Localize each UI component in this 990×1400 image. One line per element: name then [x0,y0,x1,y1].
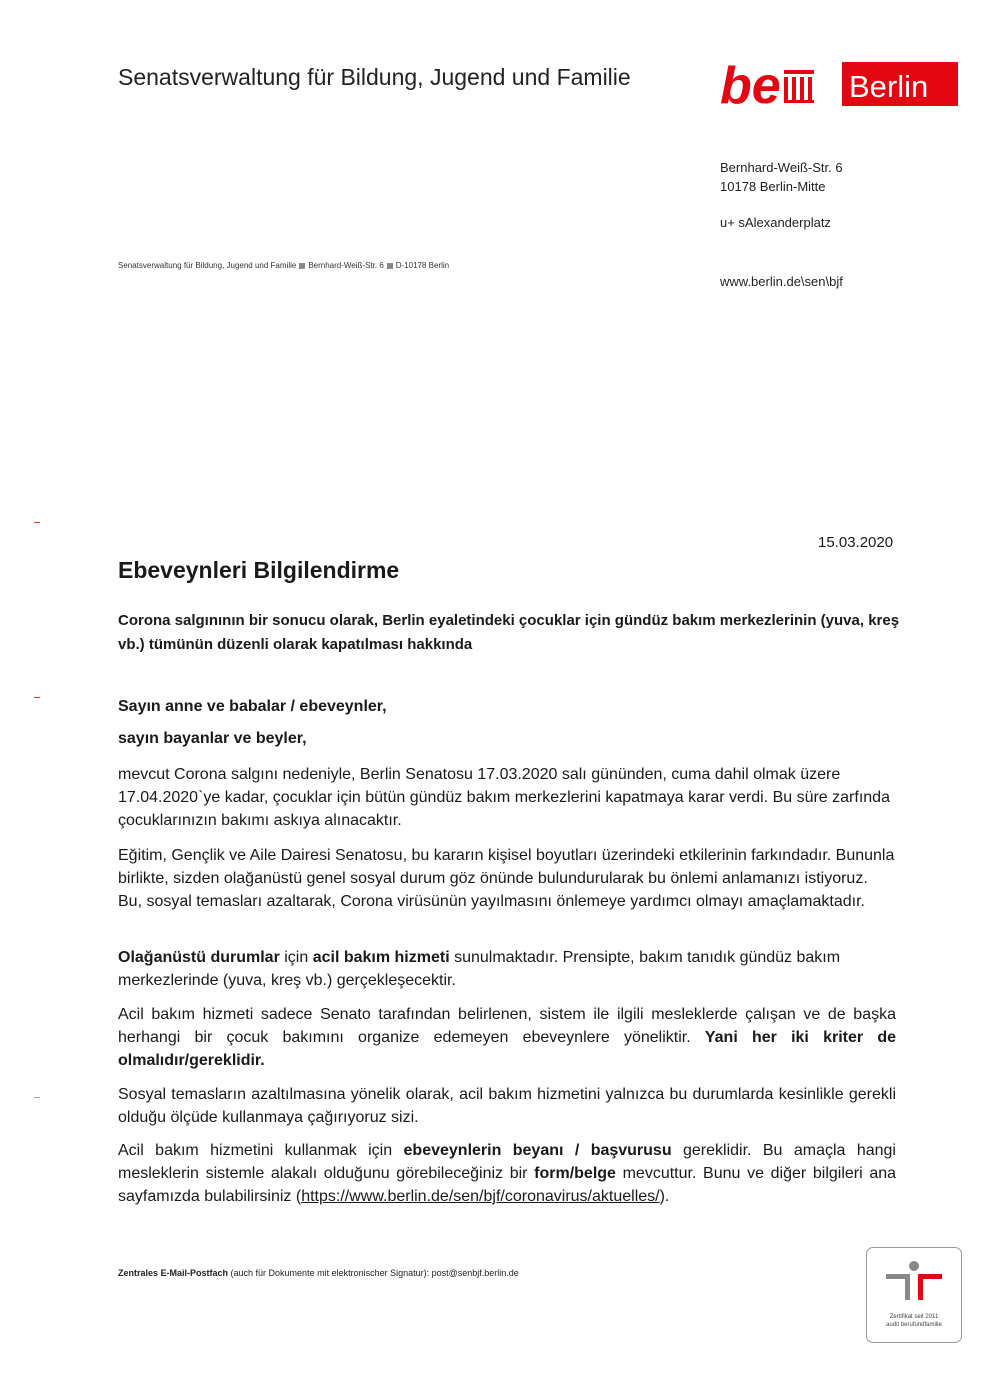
sender-line [118,261,449,270]
fold-mark [34,522,40,523]
text: ). [659,1188,670,1205]
letter-date: 15.03.2020 [818,534,894,551]
logo-city-text: Berlin [849,69,929,104]
certificate-name: audit berufundfamilie [886,1322,942,1328]
email-text: (auch für Dokumente mit elektronischer Signatur): post@senbjf.berlin.de [228,1268,519,1278]
email-label: Zentrales E-Mail-Postfach [118,1268,229,1278]
text: gereklidir. Bu amaçla hangi mesleklerin sistemle alakalı olduğunu görebileceğiniz bir [118,1142,896,1182]
certificate-year: Zertifikat seit 2011 [889,1314,939,1320]
text: sunulmaktadır. Prensipte, bakım tanıdık gündüz bakım merkezlerinde (yuva, kreş vb.) gerçekleşecektir. [118,949,841,989]
sender-part: D-10178 Berlin [395,261,450,270]
sender-part: Bernhard-Weiß-Str. 6 [308,261,384,270]
paragraph-understanding: Eğitim, Gençlik ve Aile Dairesi Senatosu, bu kararın kişisel boyutları üzerindeki etkilerinin farkındadır. Bununla birlikte, sizden olağanüstü genel sosyal durum göz önünde bulundurularak bu önlemi anlamanızı istiyoruz. Bu, sosyal temasları azaltarak, Corona virüsünün yayılmasını önlemeye yardımcı olmayı amaçlamaktadır. [118,847,895,910]
separator-square [299,263,305,269]
website-link[interactable]: www.berlin.de\sen\bjf [720,274,843,289]
sender-part: Senatsverwaltung für Bildung, Jugend und Familie [118,261,297,270]
footer-email [118,1268,519,1278]
bold-text: Olağanüstü durumlar [118,949,280,966]
bold-text: Yani her iki kriter de olmalıdır/gereklidir. [118,1029,896,1069]
certificate-logo-icon [882,1260,946,1304]
department-name: Senatsverwaltung für Bildung, Jugend und Familie [118,64,631,90]
berlin-logo [720,58,960,110]
brandenburg-gate-icon [784,70,814,103]
address-street: Bernhard-Weiß-Str. 6 [720,160,843,175]
salutation-parents: Sayın anne ve babalar / ebeveynler, [118,698,387,715]
website-link[interactable]: https://www.berlin.de/sen/bjf/coronavirus/aktuelles/ [301,1188,660,1205]
bold-text: form/belge [534,1165,616,1182]
transit-info: u+ sAlexanderplatz [720,215,831,230]
audit-certificate-badge [866,1247,962,1343]
paragraph-reduce-contacts: Sosyal temasların azaltılmasına yönelik olarak, acil bakım hizmetini yalnızca bu durumlarda kesinlikle gerekli olduğu ölçüde kullanmaya çağırıyoruz sizi. [118,1086,896,1126]
paragraph-closure: mevcut Corona salgını nedeniyle, Berlin Senatosu 17.03.2020 salı gününden, cuma dahil olmak üzere 17.04.2020`ye kadar, çocuklar için bütün gündüz bakım merkezlerini kapatmaya karar verdi. Bu süre zarfında çocuklarınızın bakımı askıya alınacaktır. [118,766,890,829]
letter-title: Ebeveynleri Bilgilendirme [118,557,400,583]
separator-square [387,263,393,269]
paragraph-emergency-care [118,946,896,992]
paragraph-application [118,1139,896,1208]
address-city: 10178 Berlin-Mitte [720,179,826,194]
text: Acil bakım hizmeti sadece Senato tarafından belirlenen, sistem ile ilgili mesleklerde çalışan ve de başka herhangi bir çocuk bakımını organize edemeyen ebeveynlere yöneliktir. [118,1006,896,1046]
logo-be-text: be [720,58,781,110]
salutation-general: sayın bayanlar ve beyler, [118,730,307,747]
text: Acil bakım hizmetini kullanmak için [118,1142,404,1159]
letter-subject: Corona salgınının bir sonucu olarak, Berlin eyaletindeki çocuklar için gündüz bakım merkezlerinin (yuva, kreş vb.) tümünün düzenli olarak kapatılması hakkında [118,612,900,653]
bold-text: acil bakım hizmeti [312,949,450,966]
fold-mark [34,1097,40,1098]
punch-mark [34,697,40,698]
bold-text: ebeveynlerin beyanı / başvurusu [403,1142,672,1159]
text: mevcuttur. Bunu ve diğer bilgileri ana sayfamızda bulabilirsiniz ( [118,1165,897,1205]
paragraph-eligibility [118,1003,896,1072]
text: için [279,949,313,966]
